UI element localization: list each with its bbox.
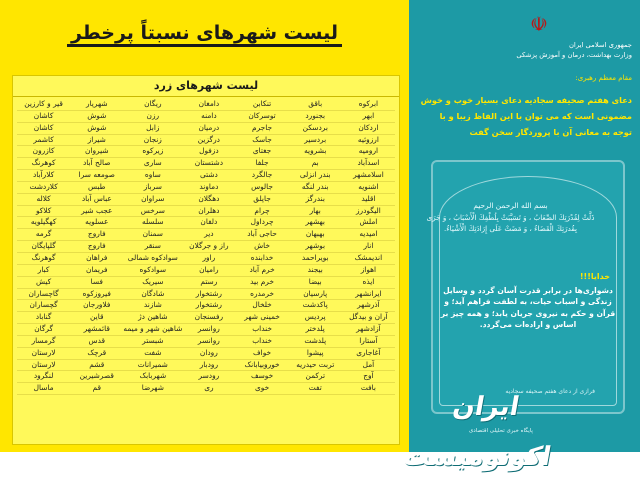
city-cell: امیدیه [342, 229, 395, 241]
city-cell: باقق [289, 99, 342, 111]
city-cell: جاسک [235, 135, 288, 147]
city-cell: بندر انزلی [289, 170, 342, 182]
city-cell: بهار [289, 206, 342, 218]
leader-quote: دعای هفتم صحیفه سجادیه دعای بسیار خوب و خوش مضمونی است که می توان با این الفاظ زیبا و با توجه به معانی آن با پروردگار سخن گفت [420, 95, 632, 137]
city-cell: کاشمر [17, 135, 70, 147]
city-cell: جالگرد [235, 170, 288, 182]
city-cell: سوادکوه [123, 265, 182, 277]
city-cell: جاجرم [235, 123, 288, 135]
dua-footnote: فرازی از دعای هفتم صحیفه سجادیه [505, 388, 595, 395]
city-cell: صومعه سرا [70, 170, 123, 182]
city-cell: صالح آباد [70, 158, 123, 170]
dua-arabic-text: ذَلَّتْ لِقُدْرَتِكَ الصِّعَابُ ، وَ تَسَبَّبَتْ بِلُطْفِكَ الْأَسْبَابُ ، وَ جَرَى بِقُدرَتِكَ الْقَضَاءُ ، وَ مَضَتْ عَلَى إِرَادَتِكَ الْأَشْيَاءُ. [426, 212, 595, 233]
city-cell: شفت [123, 348, 182, 360]
city-cell: سرخس [123, 206, 182, 218]
teal-dua-panel [400, 0, 640, 472]
city-cell: خدابنده [235, 253, 288, 265]
city-cell: گوهرنگ [17, 253, 70, 265]
city-cell: شاهین دژ [123, 312, 182, 324]
logo-subtitle: پایگاه خبری تحلیلی اقتصادی [469, 428, 533, 434]
city-cell: قائمشهر [70, 324, 123, 336]
city-cell: زنجان [123, 135, 182, 147]
city-cell: ایذه [342, 277, 395, 289]
city-cell: گرمسار [17, 336, 70, 348]
city-cell: سنقر [123, 241, 182, 253]
city-cell: پارسیان [289, 289, 342, 301]
city-cell: شادگان [123, 289, 182, 301]
city-cell: بم [289, 158, 342, 170]
city-cell: رودبار [182, 360, 235, 372]
city-cell: جاپلق [235, 194, 288, 206]
iran-economist-logo: ایران اکونومیست [400, 392, 554, 472]
city-cell: فریمان [70, 265, 123, 277]
city-cell: پلدشت [289, 336, 342, 348]
city-cell: ابهر [342, 111, 395, 123]
city-cell: انار [342, 241, 395, 253]
city-cell: اردکان [342, 123, 395, 135]
city-cell: خوسف [235, 371, 288, 383]
city-cell: جالوس [235, 182, 288, 194]
dua-arabic-block [423, 200, 598, 235]
city-cell: فاروج [70, 241, 123, 253]
list-subtitle: لیست شهرهای زرد [13, 76, 399, 97]
city-cell: قاین [70, 312, 123, 324]
city-cell: فلاورجان [70, 300, 123, 312]
city-list-sheet [12, 75, 400, 445]
city-cell: آزادشهر [342, 324, 395, 336]
city-cell: درگزین [182, 135, 235, 147]
city-cell: چرام [235, 206, 288, 218]
city-cell: رستم [182, 277, 235, 289]
city-cell: حاجی آباد [235, 229, 288, 241]
city-cell: رفسنجان [182, 312, 235, 324]
city-cell: شهریار [70, 99, 123, 111]
city-cell: پاکدشت [289, 300, 342, 312]
city-cell: سوادکوه شمالی [123, 253, 182, 265]
city-cell: پلدختر [289, 324, 342, 336]
city-cell: آوج [342, 371, 395, 383]
city-cell: خرم آباد [235, 265, 288, 277]
city-cell: لارستان [17, 348, 70, 360]
city-cell: قرچک [70, 348, 123, 360]
city-cell: شیراز [70, 135, 123, 147]
city-cell: راز و جرگلان [182, 241, 235, 253]
city-cell: رزن [123, 111, 182, 123]
city-cell: ریگان [123, 99, 182, 111]
city-cell: کاشان [17, 123, 70, 135]
city-cell: تنکابن [235, 99, 288, 111]
city-cell: چرداول [235, 217, 288, 229]
city-cell: شازند [123, 300, 182, 312]
city-cell: شیروان [70, 146, 123, 158]
city-cell: اندیمشک [342, 253, 395, 265]
city-cell: اقلید [342, 194, 395, 206]
dua-persian-title: خدایا!!! [579, 272, 610, 281]
city-cell: اسدآباد [342, 158, 395, 170]
city-cell: گلپایگان [17, 241, 70, 253]
city-cell: ماسال [17, 383, 70, 395]
city-cell: بشرویه [289, 146, 342, 158]
quote-label: مقام معظم رهبری: [575, 74, 632, 82]
city-cell: پردیس [289, 312, 342, 324]
city-cell: شبستر [123, 336, 182, 348]
city-cell: کلاردشت [17, 182, 70, 194]
city-cell: دلفان [182, 217, 235, 229]
city-cell: اشنویه [342, 182, 395, 194]
city-cell: فراهان [70, 253, 123, 265]
city-cell: سرباز [123, 182, 182, 194]
city-cell: گناباد [17, 312, 70, 324]
city-cell: دهگلان [182, 194, 235, 206]
city-cell: قشم [70, 360, 123, 372]
city-cell: اسلامشهر [342, 170, 395, 182]
city-cell: خواف [235, 348, 288, 360]
city-cell: رشتخوار [182, 300, 235, 312]
city-cell: قصرشیرین [70, 371, 123, 383]
city-cell: قدس [70, 336, 123, 348]
city-cell: اهواز [342, 265, 395, 277]
city-cell: گچساران [17, 300, 70, 312]
city-cell: طبس [70, 182, 123, 194]
dua-persian-text: دشواری‌ها در برابر قدرت آسان گردد و وسایل زندگی و اسباب حیات، به لطفت فراهم آید؛ و قرآن و حکم به نیروی جریان یابد؛ و همه چیز بر اساس و اراده‌ات می‌گردد. [440, 286, 616, 330]
city-cell: دامنه [182, 111, 235, 123]
city-cell: ارومیه [342, 146, 395, 158]
city-cell: ارزوئیه [342, 135, 395, 147]
city-cell: راور [182, 253, 235, 265]
org-line: جمهوری اسلامی ایران [568, 41, 632, 49]
city-cell: ایرانشهر [342, 289, 395, 301]
city-cell: کلارآباد [17, 170, 70, 182]
city-cell: گرگان [17, 324, 70, 336]
city-cell: رودان [182, 348, 235, 360]
city-cell: خاش [235, 241, 288, 253]
iran-emblem-icon: ☫ [530, 12, 548, 36]
city-cell: کاشان [17, 111, 70, 123]
city-cell: ابرکوه [342, 99, 395, 111]
city-cell: ترکمن [289, 371, 342, 383]
city-cell: شهرضا [123, 383, 182, 395]
city-cell: رشتخوار [182, 289, 235, 301]
city-grid [13, 97, 399, 395]
city-cell: سراوان [123, 194, 182, 206]
city-cell: شوش [70, 123, 123, 135]
city-cell: قیر و کارزین [17, 99, 70, 111]
city-cell: عسلویه [70, 217, 123, 229]
city-cell: قم [70, 383, 123, 395]
city-cell: تربت حیدریه [289, 360, 342, 372]
city-cell: جلفا [235, 158, 288, 170]
city-cell: بیضا [289, 277, 342, 289]
city-cell: دشتستان [182, 158, 235, 170]
city-cell: دزفول [182, 146, 235, 158]
city-cell: کوهرنگ [17, 158, 70, 170]
city-cell: خمینی شهر [235, 312, 288, 324]
city-cell: پیشوا [289, 348, 342, 360]
city-cell: لنگرود [17, 371, 70, 383]
city-cell: کازرون [17, 146, 70, 158]
city-cell: آران و بیدگل [342, 312, 395, 324]
city-cell: ساری [123, 158, 182, 170]
city-cell: کبار [17, 265, 70, 277]
city-cell: خنداب [235, 324, 288, 336]
city-cell: سیریک [123, 277, 182, 289]
city-cell: لارستان [17, 360, 70, 372]
page-title [0, 22, 409, 44]
city-cell: زیرکوه [123, 146, 182, 158]
city-cell: رامیان [182, 265, 235, 277]
city-cell: رودسر [182, 371, 235, 383]
city-cell: عجب شیر [70, 206, 123, 218]
city-cell: سلسله [123, 217, 182, 229]
city-cell: بهشهر [289, 217, 342, 229]
city-cell: سمنان [123, 229, 182, 241]
city-cell: دیر [182, 229, 235, 241]
city-cell: بجنورد [289, 111, 342, 123]
city-cell: خرم بید [235, 277, 288, 289]
city-cell: ساوه [123, 170, 182, 182]
city-cell: کهگیلویه [17, 217, 70, 229]
city-cell: بویراحمد [289, 253, 342, 265]
city-cell: دماوند [182, 182, 235, 194]
city-cell: خرمدره [235, 289, 288, 301]
city-cell: بندرگز [289, 194, 342, 206]
city-cell: خلخال [235, 300, 288, 312]
city-cell: شاهین شهر و میمه [123, 324, 182, 336]
city-cell: املش [342, 217, 395, 229]
city-cell: فیروزکوه [70, 289, 123, 301]
city-cell: بردسکن [289, 123, 342, 135]
city-cell: الیگودرز [342, 206, 395, 218]
city-cell: زابل [123, 123, 182, 135]
city-cell: تفت [289, 383, 342, 395]
city-cell: ری [182, 383, 235, 395]
city-cell: خنداب [235, 336, 288, 348]
ministry-header [432, 40, 632, 60]
city-cell: گرمه [17, 229, 70, 241]
city-cell: توسرکان [235, 111, 288, 123]
city-cell: عباس آباد [70, 194, 123, 206]
city-cell: بافت [342, 383, 395, 395]
city-cell: گاچساران [17, 289, 70, 301]
city-cell: خوروبیابانک [235, 360, 288, 372]
city-cell: روانسر [182, 324, 235, 336]
city-cell: دامغان [182, 99, 235, 111]
city-cell: کلاکو [17, 206, 70, 218]
city-cell: شوش [70, 111, 123, 123]
city-cell: خوی [235, 383, 288, 395]
city-cell: کیش [17, 277, 70, 289]
city-cell: درمیان [182, 123, 235, 135]
city-cell: بردسیر [289, 135, 342, 147]
city-cell: بوشهر [289, 241, 342, 253]
page-title-text: لیست شهرهای نسبتاً پرخطر [67, 22, 342, 47]
city-cell: روانسر [182, 336, 235, 348]
city-cell: آغاجاری [342, 348, 395, 360]
city-cell: دشتی [182, 170, 235, 182]
basmala: بسم الله الرحمن الرحیم [473, 201, 548, 210]
org-line: وزارت بهداشت، درمان و آموزش پزشکی [516, 51, 632, 59]
city-cell: فسا [70, 277, 123, 289]
city-cell: دهلران [182, 206, 235, 218]
city-cell: بهبهان [289, 229, 342, 241]
city-cell: شمیرانات [123, 360, 182, 372]
city-cell: بندر لنگه [289, 182, 342, 194]
city-cell: جغتای [235, 146, 288, 158]
city-cell: آستارا [342, 336, 395, 348]
city-cell: آذرشهر [342, 300, 395, 312]
city-cell: آمل [342, 360, 395, 372]
city-cell: کلاله [17, 194, 70, 206]
city-cell: شهربابک [123, 371, 182, 383]
city-cell: بیجند [289, 265, 342, 277]
city-cell: فاروج [70, 229, 123, 241]
